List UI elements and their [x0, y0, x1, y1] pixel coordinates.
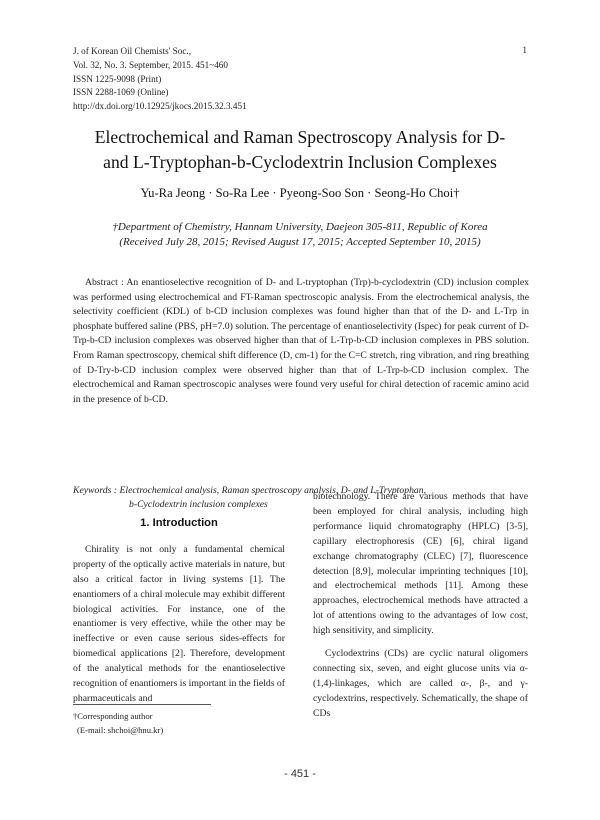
intro-paragraph-1: Chirality is not only a fundamental chemical property of the optically active materials in nature, but also a critical factor in living systems [1]. The enantiomers of a chiral molecule may exhibit different biological activities. For instance, one of the enantiomer is very effective, while the other may be ineffective or even cause serious sides-effects for biomedical applications [2]. Therefore, development of the analytical methods for the enantioselective recognition of enantiomers is important in the fields of pharmaceuticals and	[73, 543, 285, 704]
footnote	[73, 710, 163, 737]
right-column	[313, 490, 528, 722]
intro-paragraph-2: biotechnology. There are various methods that have been employed for chiral analysis, including high performance liquid chromatography (HPLC) [3-5], capillary electrophoresis (CE) [6], chiral ligand exchange chromatography (CLEC) [7], fluorescence detection [8,9], molecular imprinting techniques [10], and electrochemical methods [11]. Among these approaches, electrochemical methods have attracted a lot of attentions owing to the advantages of low cost, high sensitivity, and simplicity.	[313, 491, 528, 637]
journal-header	[73, 45, 247, 114]
intro-paragraph-3: Cyclodextrins (CDs) are cyclic natural oligomers connecting six, seven, and eight glucose units via α-(1,4)-linkages, which are called α-, β-, and γ-cyclodextrins, respectively. Schematically, the shape of CDs	[313, 648, 528, 719]
abstract-label: Abstract :	[85, 277, 124, 288]
affiliation: †Department of Chemistry, Hannam University, Daejeon 305-811, Republic of Korea	[112, 221, 488, 233]
footnote-corresponding: †Corresponding author	[73, 711, 153, 721]
page-marker: 1	[522, 45, 527, 55]
keywords-label: Keywords :	[73, 485, 118, 496]
title-line-1: Electrochemical and Raman Spectroscopy Analysis for D-	[94, 127, 506, 147]
abstract	[73, 276, 529, 407]
abstract-text: An enantioselective recognition of D- and L-tryptophan (Trp)-b-cyclodextrin (CD) inclusion complex was performed using electrochemical and FT-Raman spectroscopic analysis. From the electrochemical analysis, the selectivity coefficient (KDL) of b-CD inclusion complexes was found higher than that of the D- and L-Trp in phosphate buffered saline (PBS, pH=7.0) solution. The percentage of enantioselectivity (Ispec) for peak current of D-Trp-b-CD inclusion complexes was observed higher than that of L-Trp-b-CD inclusion complexes in PBS solution. From Raman spectroscopy, chemical shift difference (D, cm-1) for the C=C stretch, ring vibration, and ring breathing of D-Try-b-CD inclusion complex were observed higher than that of L-Trp-b-CD inclusion complex. The electrochemical and Raman spectroscopic analyses were found very useful for chiral detection of racemic amino acid in the presence of b-CD.	[73, 277, 529, 405]
left-column	[73, 516, 285, 707]
keywords-line-1: Electrochemical analysis, Raman spectroscopy analysis, D- and L-Tryptophan,	[119, 485, 427, 496]
issn-online: ISSN 2288-1069 (Online)	[73, 87, 169, 98]
section-heading: 1. Introduction	[140, 517, 218, 529]
affiliation-block	[60, 220, 540, 250]
footnote-divider	[73, 704, 211, 705]
footnote-email: (E-mail: shchoi@hnu.kr)	[77, 724, 164, 735]
issn-print: ISSN 1225-9098 (Print)	[73, 73, 162, 84]
submission-dates: (Received July 28, 2015; Revised August 17, 2015; Accepted September 10, 2015)	[119, 236, 481, 248]
journal-name: J. of Korean Oil Chemists' Soc.,	[73, 46, 192, 56]
keywords-line-2: b-Cyclodextrin inclusion complexes	[129, 499, 268, 511]
doi-link[interactable]: http://dx.doi.org/10.12925/jkocs.2015.32.3.451	[73, 101, 247, 112]
journal-volume: Vol. 32, No. 3. September, 2015. 451~460	[73, 59, 228, 70]
author-list: Yu-Ra Jeong · So-Ra Lee · Pyeong-Soo Son · Seong-Ho Choi†	[140, 186, 460, 200]
page-number: - 451 -	[284, 768, 316, 780]
paper-title	[60, 125, 540, 175]
title-line-2: and L-Tryptophan-b-Cyclodextrin Inclusion Complexes	[103, 152, 497, 172]
